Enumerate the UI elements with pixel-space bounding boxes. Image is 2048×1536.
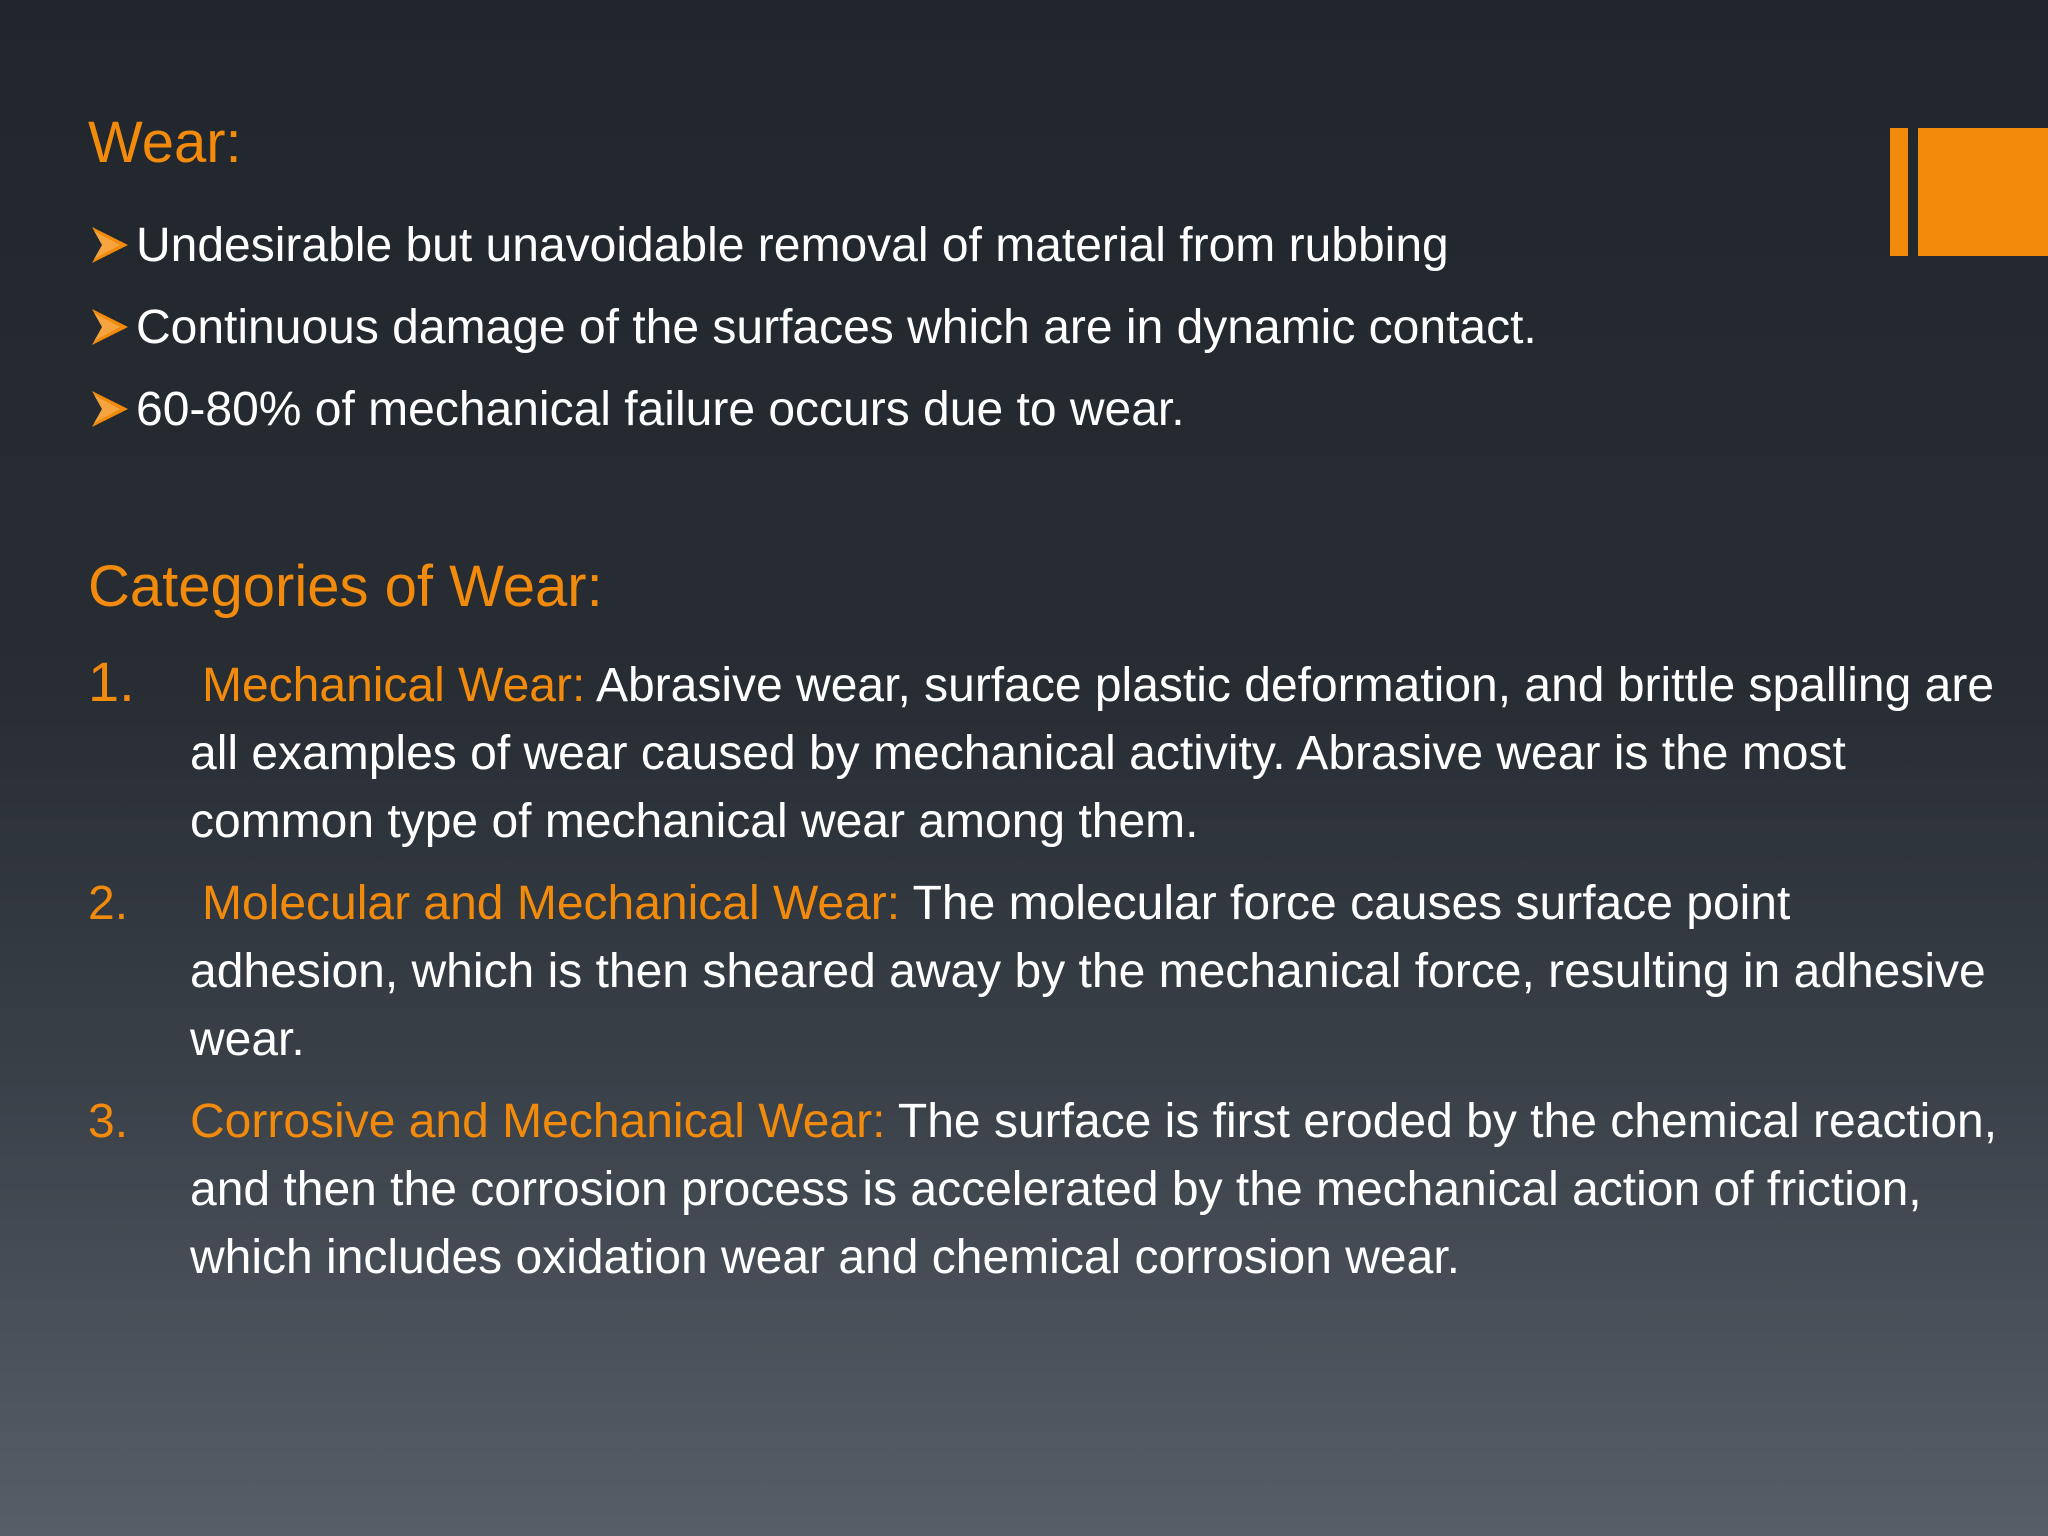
arrow-bullet-icon <box>88 387 132 431</box>
arrow-bullet-icon <box>88 223 132 267</box>
category-text: The molecular force causes surface point adhesion, which is then sheared away by the mechanical force, resulting in adhesive wear. <box>190 877 1986 1066</box>
categories-heading: Categories of Wear: <box>88 554 603 619</box>
categories-list <box>88 652 2008 1306</box>
category-number: 2. <box>88 877 129 930</box>
category-number: 3. <box>88 1095 129 1148</box>
category-term: Mechanical Wear: <box>202 659 586 712</box>
bullet-text: Continuous damage of the surfaces which are in dynamic contact. <box>136 300 1537 354</box>
category-number: 1. <box>88 650 135 713</box>
category-text: Abrasive wear, surface plastic deformation, and brittle spalling are all examples of wear caused by mechanical activity. Abrasive wear is the most common type of mechanical wear among them. <box>190 659 1995 848</box>
bullet-text: Undesirable but unavoidable removal of material from rubbing <box>136 218 1449 272</box>
category-text: The surface is first eroded by the chemical reaction, and then the corrosion process is accelerated by the mechanical action of friction, which includes oxidation wear and chemical corrosion wear. <box>190 1095 1998 1284</box>
accent-bar-block <box>1918 128 2048 256</box>
bullet-item <box>88 368 1537 450</box>
wear-bullet-list <box>88 204 1537 450</box>
category-item <box>88 1088 2008 1292</box>
accent-bar-thin <box>1890 128 1908 256</box>
bullet-text: 60-80% of mechanical failure occurs due to wear. <box>136 382 1185 436</box>
wear-heading: Wear: <box>88 110 242 175</box>
category-term: Molecular and Mechanical Wear: <box>202 877 901 930</box>
category-item <box>88 870 2008 1074</box>
arrow-bullet-icon <box>88 305 132 349</box>
category-item <box>88 652 2008 856</box>
bullet-item <box>88 204 1537 286</box>
category-term: Corrosive and Mechanical Wear: <box>190 1095 886 1148</box>
bullet-item <box>88 286 1537 368</box>
